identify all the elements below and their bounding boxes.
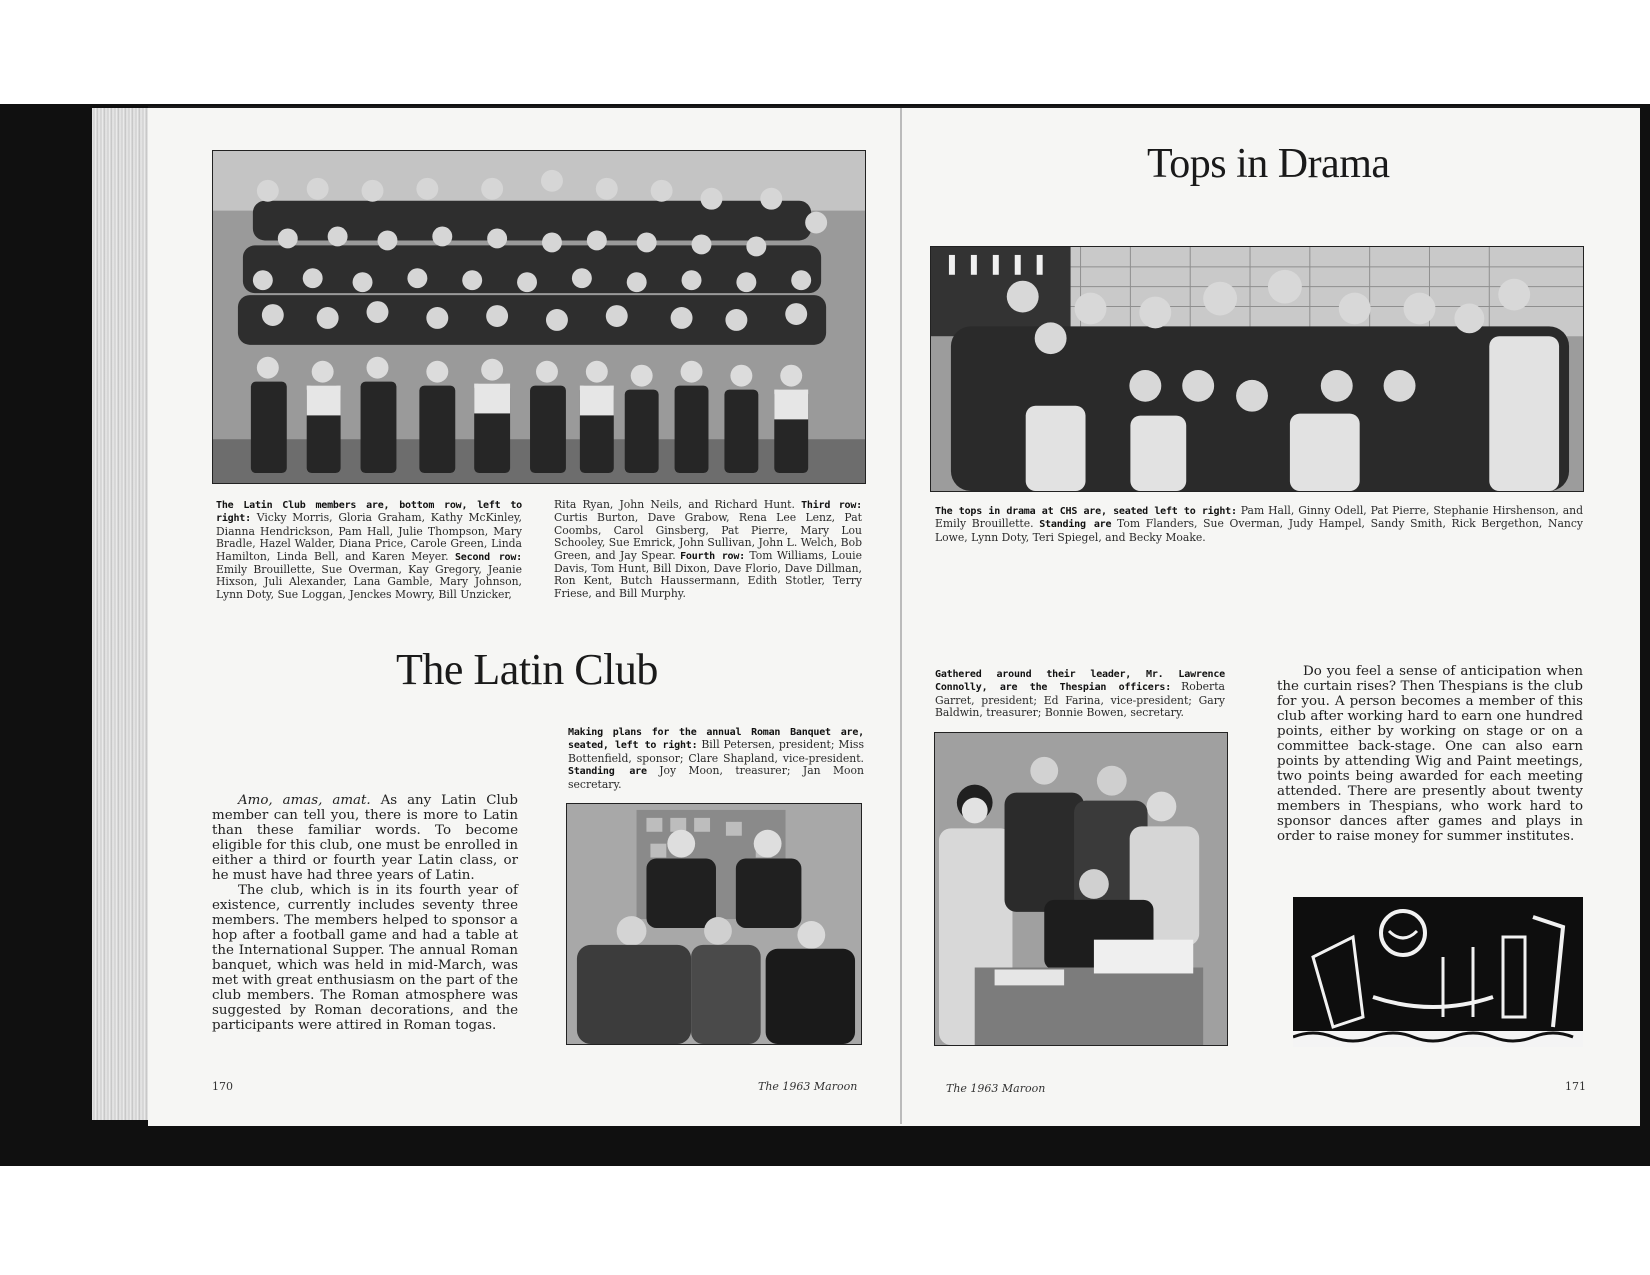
article-paragraph [212, 793, 518, 883]
caption-text: Curtis Burton, Dave Grabow, Rena Lee Lenz, Pat Coombs, Carol Ginsberg, Pat Pierre, Mary Lou Schooley, Sue Emrick, John Sullivan, John L. Welch, Bob Green, and Jay Spear. [554, 511, 862, 562]
caption-standing-label: Standing are [568, 766, 647, 778]
page-edges [92, 108, 148, 1120]
drama-photo-caption [935, 505, 1583, 544]
latin-club-article [212, 793, 518, 1033]
left-page-number: 170 [212, 1080, 233, 1093]
article-paragraph: Do you feel a sense of anticipation when the curtain rises? Then Thespians is the club for you. A person becomes a member of this club after working hard to earn one hundred points, either by working on stage or on a committee back-stage. One can also earn points by attending Wig and Paint meetings, two points being awarded for each meeting attended. There are presently about twenty members in Thespians, who work hard to sponsor dances after games and plays in order to raise money for summer institutes. [1277, 664, 1583, 844]
caption-text: Vicky Morris, Gloria Graham, Kathy McKinley, Dianna Hendrickson, Pam Hall, Julie Thompson, Mary Bradle, Hazel Walder, Diana Price, Carole Green, Linda Hamilton, Linda Bell, and Karen Meyer. [216, 511, 522, 563]
article-paragraph: The club, which is in its fourth year of existence, currently includes seventy three members. The members helped to sponsor a hop after a football game and had a table at the International Supper. The annual Roman banquet, which was held in mid-March, was met with great enthusiasm on the part of the club members. The Roman atmosphere was suggested by Roman decorations, and the participants were attired in Roman togas. [212, 883, 518, 1033]
caption-lead: The Latin Club members are, bottom row, left to right: [216, 500, 522, 525]
drama-woodcut-illustration [1293, 897, 1583, 1047]
latin-phrase: Amo, amas, amat. [238, 793, 371, 808]
left-running-footer: The 1963 Maroon [758, 1080, 858, 1093]
caption-text: Pam Hall, Ginny Odell, Pat Pierre, Stephanie Hirshenson, and Emily Brouillette. [935, 504, 1583, 531]
center-gutter [900, 108, 902, 1124]
caption-text: Joy Moon, treasurer; Jan Moon secretary. [568, 764, 864, 791]
latin-club-title: The Latin Club [396, 645, 658, 694]
caption-lead: The tops in drama at CHS are, seated left to right: [935, 506, 1237, 517]
tops-in-drama-title: Tops in Drama [1147, 141, 1390, 187]
thespian-officers-photo [934, 732, 1228, 1046]
caption-text: Rita Ryan, John Neils, and Richard Hunt. [554, 498, 795, 511]
caption-row-label: Third row: [801, 500, 862, 511]
banquet-caption [568, 726, 864, 791]
caption-row-label: Second row: [454, 551, 522, 563]
thespian-officers-caption [935, 668, 1225, 720]
caption-text: Bill Petersen, president; Miss Bottenfield, sponsor; Clare Shapland, vice-president. [568, 738, 864, 765]
caption-text: Roberta Garret, president; Ed Farina, vice-president; Gary Baldwin, treasurer; Bonnie Bowen, secretary. [935, 680, 1225, 720]
latin-club-group-photo [212, 150, 866, 484]
caption-text: Tom Williams, Louie Davis, Tom Hunt, Bill Dixon, Dave Florio, Dave Dillman, Ron Kent, Butch Haussermann, Edith Stotler, Terry Friese, and Bill Murphy. [554, 548, 863, 600]
caption-lead: Making plans for the annual Roman Banquet are, seated, left to right: [568, 727, 864, 752]
paragraph-text: As any Latin Club member can tell you, there is more to Latin than these familiar words. To become eligible for this club, one must be enrolled in either a third or fourth year Latin class, or he must have had three years of Latin. [212, 793, 518, 883]
latin-photo-caption-col2 [554, 499, 862, 600]
caption-text: Emily Brouillette, Sue Overman, Kay Gregory, Jeanie Hixson, Juli Alexander, Lana Gamble, Mary Johnson, Lynn Doty, Sue Loggan, Jenckes Mowry, Bill Unzicker, [216, 563, 522, 601]
caption-standing-label: Standing are [1039, 519, 1112, 531]
latin-photo-caption-col1 [216, 499, 522, 601]
right-running-footer: The 1963 Maroon [946, 1082, 1046, 1095]
right-page-number: 171 [1565, 1080, 1586, 1093]
thespians-article [1277, 664, 1583, 844]
drama-group-photo [930, 246, 1584, 492]
caption-row-label: Fourth row: [680, 550, 746, 562]
caption-lead: Gathered around their leader, Mr. Lawrence Connolly, are the Thespian officers: [935, 669, 1225, 694]
caption-text: Tom Flanders, Sue Overman, Judy Hampel, Sandy Smith, Rick Bergethon, Nancy Lowe, Lynn Doty, Teri Spiegel, and Becky Moake. [935, 517, 1583, 544]
roman-banquet-photo [566, 803, 862, 1045]
